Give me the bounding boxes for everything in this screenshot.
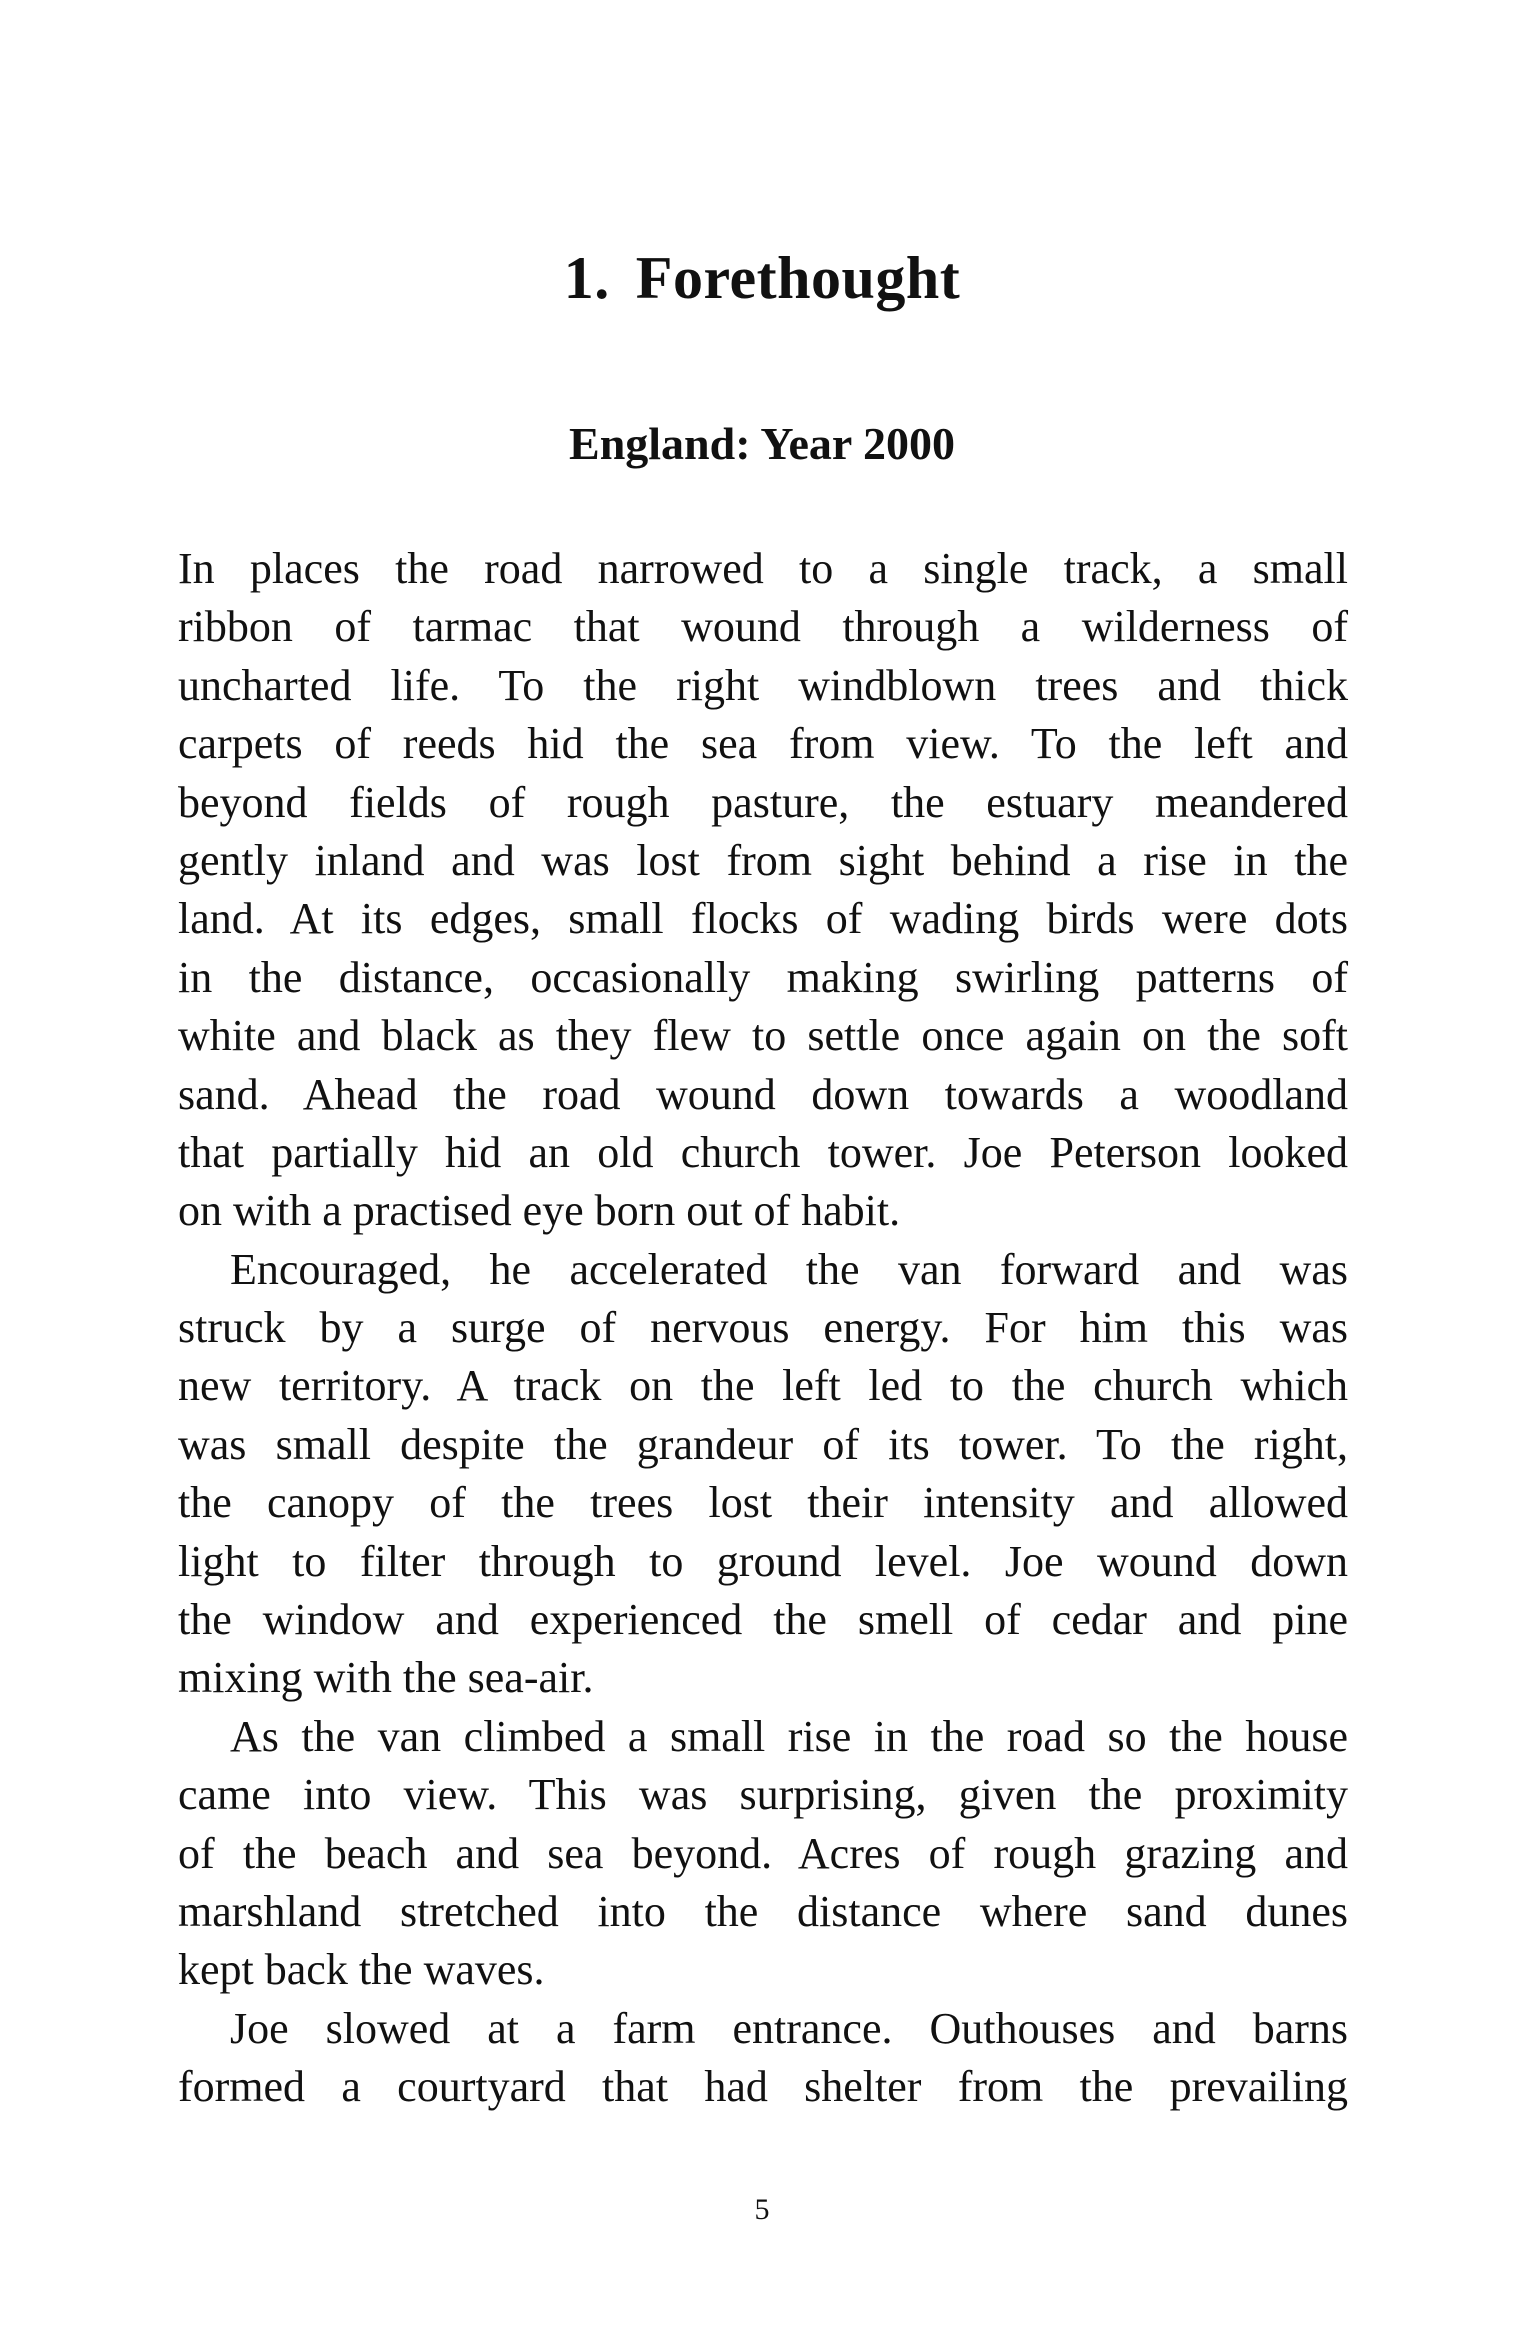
text-line: was small despite the grandeur of its tower. To the right, xyxy=(178,1419,1348,1469)
text-line: kept back the waves. xyxy=(178,1945,545,1995)
text-line: Joe slowed at a farm entrance. Outhouses and barns xyxy=(230,2003,1348,2053)
text-line: As the van climbed a small rise in the road so the house xyxy=(230,1711,1348,1761)
text-line: struck by a surge of nervous energy. For him this was xyxy=(178,1303,1348,1353)
body-text xyxy=(178,540,1348,2117)
paragraph xyxy=(178,2000,1348,2117)
section-heading: England: Year 2000 xyxy=(569,418,955,469)
text-line: sand. Ahead the road wound down towards a woodland xyxy=(178,1069,1348,1119)
text-line: formed a courtyard that had shelter from the prevailing xyxy=(178,2062,1348,2112)
chapter-title-text: Forethought xyxy=(635,245,961,311)
text-line: uncharted life. To the right windblown trees and thick xyxy=(178,660,1348,710)
text-line: that partially hid an old church tower. Joe Peterson looked xyxy=(178,1127,1348,1177)
text-line: on with a practised eye born out of habit. xyxy=(178,1186,901,1236)
text-line: of the beach and sea beyond. Acres of rough grazing and xyxy=(178,1828,1348,1878)
text-line: In places the road narrowed to a single track, a small xyxy=(178,544,1348,593)
text-line: the canopy of the trees lost their intensity and allowed xyxy=(178,1478,1348,1528)
text-line: ribbon of tarmac that wound through a wilderness of xyxy=(178,602,1348,652)
paragraph xyxy=(178,1708,1348,2000)
chapter-number: 1. xyxy=(563,245,610,311)
paragraph xyxy=(178,540,1348,1241)
text-line: carpets of reeds hid the sea from view. To the left and xyxy=(178,719,1348,769)
text-line: the window and experienced the smell of cedar and pine xyxy=(178,1595,1348,1645)
text-line: gently inland and was lost from sight behind a rise in the xyxy=(178,835,1348,885)
text-line: beyond fields of rough pasture, the estuary meandered xyxy=(178,777,1348,827)
text-line: light to filter through to ground level. Joe wound down xyxy=(178,1536,1348,1586)
text-line: marshland stretched into the distance where sand dunes xyxy=(178,1886,1348,1936)
text-line: new territory. A track on the left led to the church which xyxy=(178,1361,1348,1411)
text-line: mixing with the sea-air. xyxy=(178,1653,594,1703)
text-line: came into view. This was surprising, given the proximity xyxy=(178,1770,1348,1820)
text-line: Encouraged, he accelerated the van forward and was xyxy=(230,1244,1348,1294)
text-line: land. At its edges, small flocks of wading birds were dots xyxy=(178,894,1348,944)
chapter-title xyxy=(0,238,1524,318)
text-line: in the distance, occasionally making swirling patterns of xyxy=(178,952,1348,1002)
page-number: 5 xyxy=(754,2193,770,2226)
text-line: white and black as they flew to settle once again on the soft xyxy=(178,1011,1348,1061)
paragraph xyxy=(178,1241,1348,1708)
